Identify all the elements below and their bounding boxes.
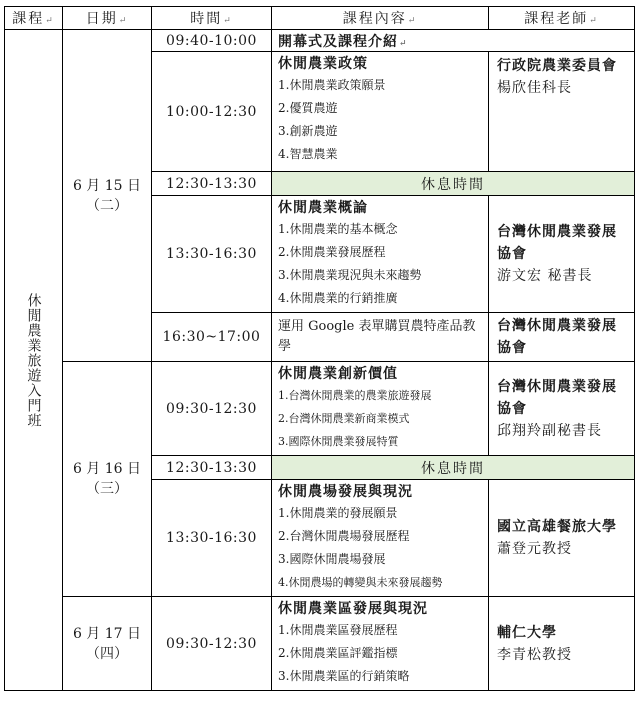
day-date: 6 月 15 日 <box>72 177 142 194</box>
course-item: 3.創新農遊 <box>278 124 338 138</box>
course-item: 1.休閒農業的發展願景 <box>278 506 398 520</box>
time-cell: 12:30-13:30 <box>152 456 272 480</box>
teacher-org: 台灣休閒農業發展協會 <box>497 378 617 417</box>
course-item: 3.休閒農業現況與未來趨勢 <box>278 268 422 282</box>
course-item: 2.優質農遊 <box>278 101 338 115</box>
break-cell: 休息時間 <box>272 456 635 480</box>
teacher-name: 楊欣佳科長 <box>497 80 572 96</box>
day-cell-2 <box>63 362 152 597</box>
day-weekday: （三） <box>86 481 128 497</box>
header-content: 課程內容↵ <box>272 7 489 30</box>
teacher-org: 輔仁大學 <box>497 624 557 641</box>
course-item: 1.休閒農業的基本概念 <box>278 222 398 236</box>
opening-ceremony: 開幕式及課程介紹↵ <box>272 30 635 52</box>
teacher-org: 台灣休閒農業發展協會 <box>497 318 617 356</box>
day-cell-1 <box>63 30 152 362</box>
teacher-org: 國立高雄餐旅大學 <box>497 519 617 535</box>
time-cell: 13:30-16:30 <box>152 196 272 313</box>
course-title: 休閒農業政策 <box>278 56 368 72</box>
course-content <box>272 313 489 362</box>
teacher-name: 蕭登元教授 <box>497 541 572 557</box>
course-text: 運用 Google 表單購買農特產品教學 <box>278 319 476 354</box>
time-cell: 10:00-12:30 <box>152 52 272 172</box>
time-cell: 12:30-13:30 <box>152 172 272 196</box>
course-item: 3.國際休閒農業發展特質 <box>278 435 399 448</box>
teacher-name: 游文宏 秘書長 <box>497 268 593 284</box>
course-content <box>272 52 489 172</box>
course-title: 休閒農業概論 <box>278 200 368 216</box>
header-course: 課程↵ <box>5 7 63 30</box>
teacher-cell <box>489 52 635 172</box>
course-content <box>272 597 489 691</box>
teacher-org: 行政院農業委員會 <box>497 58 617 74</box>
table-row <box>5 362 635 456</box>
header-time: 時間↵ <box>152 7 272 30</box>
course-item: 3.休閒農業區的行銷策略 <box>278 669 410 683</box>
day-weekday: （二） <box>86 197 128 214</box>
teacher-cell <box>489 480 635 597</box>
teacher-cell <box>489 313 635 362</box>
course-content <box>272 196 489 313</box>
course-item: 2.休閒農業發展歷程 <box>278 245 386 259</box>
course-item: 1.台灣休閒農業的農業旅遊發展 <box>278 389 432 402</box>
course-title: 休閒農場發展與現況 <box>278 484 413 500</box>
course-content <box>272 362 489 456</box>
course-item: 3.國際休閒農場發展 <box>278 552 386 566</box>
course-item: 1.休閒農業區發展歷程 <box>278 623 398 637</box>
day-date: 6 月 16 日 <box>72 461 142 477</box>
time-cell: 16:30~17:00 <box>152 313 272 362</box>
table-row <box>5 597 635 691</box>
course-item: 2.休閒農業區評鑑指標 <box>278 646 398 660</box>
time-cell: 09:30-12:30 <box>152 597 272 691</box>
teacher-cell <box>489 362 635 456</box>
program-name: 休閒農業旅遊入門班 <box>25 292 42 428</box>
course-schedule-table <box>4 6 635 691</box>
break-cell: 休息時間 <box>272 172 635 196</box>
day-date: 6 月 17 日 <box>72 625 142 642</box>
course-content <box>272 480 489 597</box>
time-cell: 09:40-10:00 <box>152 30 272 52</box>
teacher-cell <box>489 597 635 691</box>
teacher-cell <box>489 196 635 313</box>
table-row <box>5 30 635 52</box>
course-item: 4.休閒農場的轉變與未來發展趨勢 <box>278 576 443 589</box>
header-row <box>5 7 635 30</box>
teacher-org: 台灣休閒農業發展協會 <box>497 224 617 262</box>
course-title: 休閒農業區發展與現況 <box>278 601 428 617</box>
time-cell: 13:30-16:30 <box>152 480 272 597</box>
program-name-cell <box>5 30 63 691</box>
teacher-name: 邱翔羚副秘書長 <box>497 422 602 439</box>
course-item: 4.休閒農業的行銷推廣 <box>278 291 398 305</box>
time-cell: 09:30-12:30 <box>152 362 272 456</box>
course-item: 1.休閒農業政策願景 <box>278 78 386 92</box>
day-cell-3 <box>63 597 152 691</box>
header-date: 日期↵ <box>63 7 152 30</box>
course-item: 2.台灣休閒農場發展歷程 <box>278 529 410 543</box>
day-weekday: （四） <box>86 645 128 662</box>
course-item: 4.智慧農業 <box>278 147 338 161</box>
course-title: 休閒農業創新價值 <box>278 366 398 382</box>
teacher-name: 李青松教授 <box>497 646 572 663</box>
course-item: 2.台灣休閒農業新商業模式 <box>278 412 410 425</box>
header-teacher: 課程老師↵ <box>489 7 635 30</box>
